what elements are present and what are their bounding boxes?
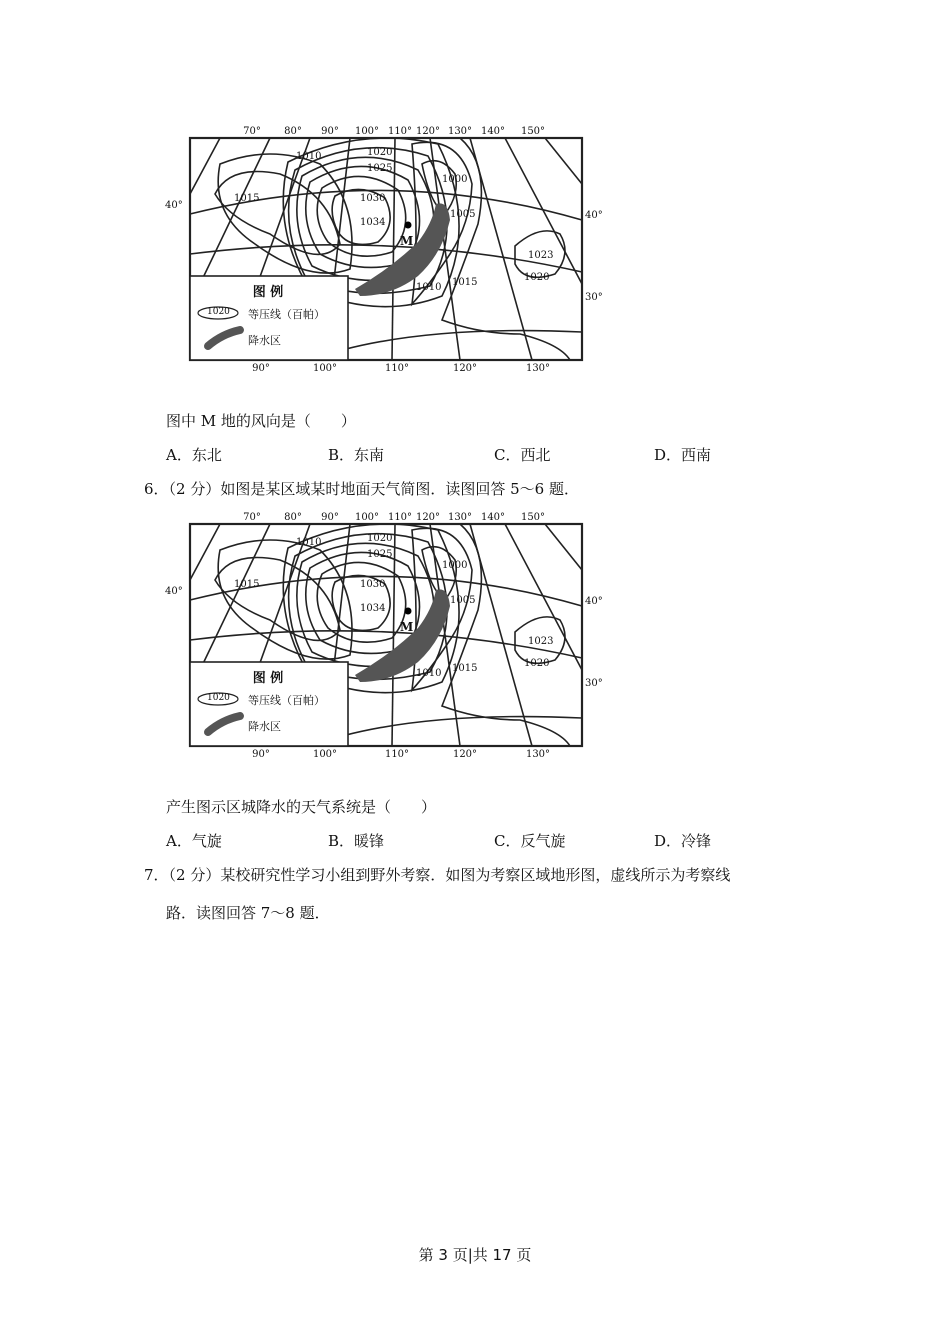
- isobar-label: 1025: [367, 549, 393, 560]
- legend-isobar-sample: 1020: [207, 307, 230, 317]
- lon-label: 130°: [447, 512, 473, 523]
- lon-label: 120°: [452, 363, 478, 374]
- q5-option-a[interactable]: A．东北: [166, 446, 222, 464]
- lon-label: 140°: [480, 126, 506, 137]
- point-m-label: M: [400, 620, 414, 634]
- isobar-label: 1010: [416, 282, 442, 293]
- isobar-label: 1015: [452, 663, 478, 674]
- lon-label: 150°: [520, 512, 546, 523]
- isobar-label: 1000: [442, 560, 468, 571]
- lon-label: 120°: [452, 749, 478, 760]
- lon-label: 130°: [447, 126, 473, 137]
- lon-label: 110°: [384, 363, 410, 374]
- isobar-label: 1025: [367, 163, 393, 174]
- lat-label: 40°: [165, 200, 183, 211]
- lon-label: 130°: [525, 363, 551, 374]
- q6-stem: 产生图示区城降水的天气系统是（ ）: [166, 798, 437, 816]
- isobar-label: 1034: [360, 217, 386, 228]
- isobar-label: 1030: [360, 193, 386, 204]
- point-m-label: M: [400, 234, 414, 248]
- isobar-label: 1015: [234, 579, 260, 590]
- lon-label: 80°: [284, 126, 302, 137]
- isobar-label: 1010: [296, 151, 322, 162]
- lon-label: 100°: [354, 512, 380, 523]
- isobar-label: 1020: [524, 658, 550, 669]
- q7-line2: 路．读图回答 7～8 题．: [166, 904, 330, 922]
- lon-label: 100°: [354, 126, 380, 137]
- q5-option-b[interactable]: B．东南: [328, 446, 385, 464]
- q6-header: 6．（2 分）如图是某区域某时地面天气简图．读图回答 5～6 题．: [144, 480, 579, 498]
- lat-label: 30°: [585, 678, 603, 689]
- isobar-label: 1015: [234, 193, 260, 204]
- lon-label: 110°: [387, 126, 413, 137]
- q5-stem: 图中 M 地的风向是（ ）: [166, 412, 356, 430]
- isobar-label: 1005: [450, 595, 476, 606]
- page-footer: 第 3 页|共 17 页: [418, 1246, 532, 1264]
- lat-label: 40°: [585, 596, 603, 607]
- q6-option-c[interactable]: C．反气旋: [494, 832, 566, 850]
- weather-map-figure: [160, 510, 603, 760]
- legend-isobar-sample: 1020: [207, 693, 230, 703]
- lon-label: 90°: [321, 512, 339, 523]
- isobar-label: 1010: [416, 668, 442, 679]
- lon-label: 90°: [252, 363, 270, 374]
- isobar-label: 1023: [528, 250, 554, 261]
- isobar-label: 1030: [360, 579, 386, 590]
- lon-label: 90°: [252, 749, 270, 760]
- weather-map-figure: [160, 124, 603, 374]
- lon-label: 80°: [284, 512, 302, 523]
- lon-label: 120°: [415, 512, 441, 523]
- isobar-label: 1034: [360, 603, 386, 614]
- lat-label: 30°: [585, 292, 603, 303]
- legend-rain-text: 降水区: [248, 720, 281, 733]
- lon-label: 150°: [520, 126, 546, 137]
- weather-map-2: [160, 510, 603, 760]
- isobar-label: 1020: [367, 533, 393, 544]
- legend-title: 图 例: [252, 285, 284, 300]
- lon-label: 70°: [243, 512, 261, 523]
- isobar-label: 1020: [524, 272, 550, 283]
- isobar-label: 1000: [442, 174, 468, 185]
- lat-label: 40°: [585, 210, 603, 221]
- lon-label: 120°: [415, 126, 441, 137]
- legend-isobar-text: 等压线（百帕）: [248, 308, 325, 321]
- weather-map-1: [160, 124, 603, 374]
- isobar-label: 1015: [452, 277, 478, 288]
- lon-label: 140°: [480, 512, 506, 523]
- legend-rain-text: 降水区: [248, 334, 281, 347]
- lon-label: 90°: [321, 126, 339, 137]
- isobar-label: 1010: [296, 537, 322, 548]
- isobar-label: 1020: [367, 147, 393, 158]
- lon-label: 110°: [384, 749, 410, 760]
- lon-label: 100°: [312, 749, 338, 760]
- q5-option-d[interactable]: D．西南: [654, 446, 712, 464]
- legend-title: 图 例: [252, 671, 284, 686]
- q5-option-c[interactable]: C．西北: [494, 446, 551, 464]
- q6-option-b[interactable]: B．暖锋: [328, 832, 385, 850]
- isobar-label: 1023: [528, 636, 554, 647]
- lon-label: 110°: [387, 512, 413, 523]
- lat-label: 40°: [165, 586, 183, 597]
- q6-option-a[interactable]: A．气旋: [166, 832, 222, 850]
- legend-isobar-text: 等压线（百帕）: [248, 694, 325, 707]
- q7-line1: 7．（2 分）某校研究性学习小组到野外考察．如图为考察区域地形图，虚线所示为考察线: [144, 866, 731, 884]
- lon-label: 70°: [243, 126, 261, 137]
- lon-label: 100°: [312, 363, 338, 374]
- isobar-label: 1005: [450, 209, 476, 220]
- lon-label: 130°: [525, 749, 551, 760]
- q6-option-d[interactable]: D．冷锋: [654, 832, 712, 850]
